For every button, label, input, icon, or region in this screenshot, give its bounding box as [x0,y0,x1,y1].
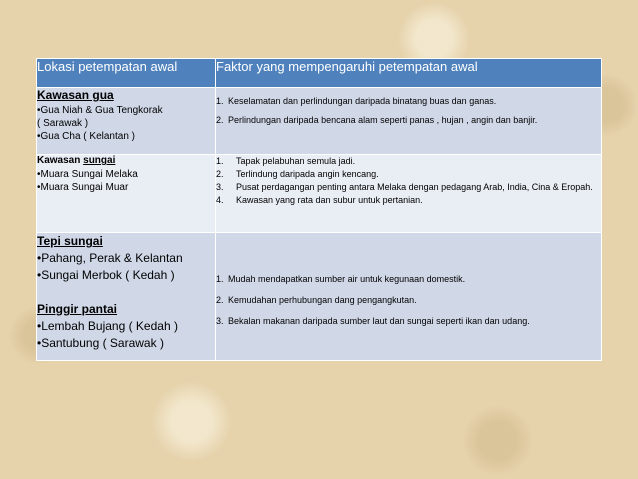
factor-text: Tapak pelabuhan semula jadi. [236,156,356,166]
header-factors: Faktor yang mempengaruhi petempatan awal [216,59,602,88]
location-item: •Gua Niah & Gua Tengkorak [37,105,163,116]
settlement-table [36,58,602,361]
location-title: Pinggir pantai [37,302,118,316]
location-item: •Muara Sungai Melaka [37,169,138,180]
factor-text: Terlindung daripada angin kencang. [236,169,379,179]
factor-item [216,114,601,127]
location-item: •Sungai Merbok ( Kedah ) [37,268,175,282]
factor-item [216,315,601,328]
location-title: Tepi sungai [37,234,103,248]
factor-text: Keselamatan dan perlindungan daripada binatang buas dan ganas. [228,96,497,106]
factor-number: 3. [216,182,224,192]
factor-item [216,155,601,168]
factor-number: 2. [216,115,224,125]
location-item: •Pahang, Perak & Kelantan [37,251,183,265]
table-row [37,155,602,233]
factor-number: 2. [216,169,224,179]
location-item: ( Sarawak ) [37,118,89,129]
factor-item [216,95,601,108]
factors-cell [216,233,602,361]
factor-item [216,294,601,307]
location-title [37,155,215,166]
factor-number: 4. [216,195,224,205]
location-item: •Lembah Bujang ( Kedah ) [37,319,178,333]
factor-number: 3. [216,316,224,326]
spacer [37,284,215,301]
location-title-part: Kawasan [37,155,81,166]
factor-text: Kemudahan perhubungan dang pengangkutan. [228,295,417,305]
factor-text: Perlindungan daripada bencana alam seperti panas , hujan , angin dan banjir. [228,115,538,125]
factor-text: Bekalan makanan daripada sumber laut dan sungai seperti ikan dan udang. [228,316,530,326]
location-title-part: sungai [83,155,116,166]
location-title: Kawasan gua [37,88,114,102]
factor-number: 1. [216,274,224,284]
location-cell [37,88,216,155]
factor-item [216,273,601,286]
location-item: •Muara Sungai Muar [37,182,129,193]
factor-item [216,181,601,194]
factor-number: 1. [216,96,224,106]
factor-text: Kawasan yang rata dan subur untuk pertanian. [236,195,423,205]
factor-number: 1. [216,156,224,166]
factor-text: Pusat perdagangan penting antara Melaka dengan pedagang Arab, India, Cina & Eropah. [236,182,593,192]
location-cell [37,155,216,233]
factor-item [216,168,601,181]
location-cell [37,233,216,361]
factor-item [216,194,601,207]
table-row [37,233,602,361]
header-location: Lokasi petempatan awal [37,59,216,88]
factor-number: 2. [216,295,224,305]
table-row [37,88,602,155]
factors-cell [216,155,602,233]
factors-cell [216,88,602,155]
location-item: •Santubung ( Sarawak ) [37,336,164,350]
factor-text: Mudah mendapatkan sumber air untuk kegunaan domestik. [228,274,466,284]
location-item: •Gua Cha ( Kelantan ) [37,131,135,142]
